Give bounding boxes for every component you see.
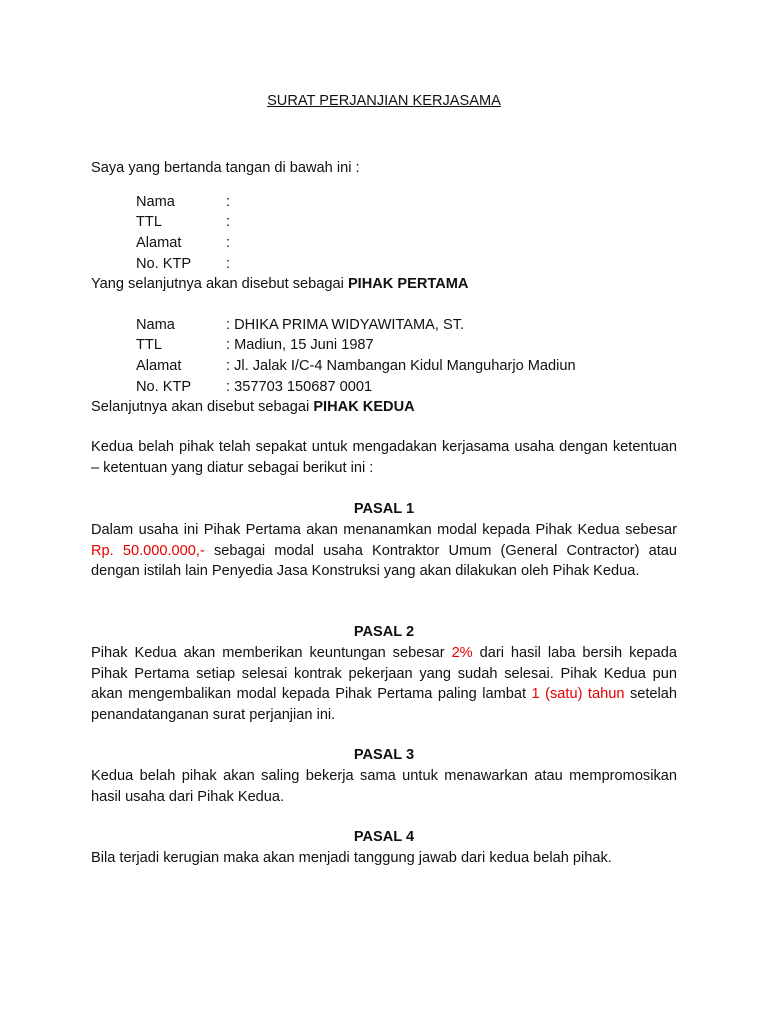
pasal-2-paragraph bbox=[91, 643, 677, 725]
pasal-2-heading: PASAL 2 bbox=[353, 624, 415, 640]
caption-text: Selanjutnya akan disebut sebagai bbox=[91, 399, 310, 415]
pasal-3-heading: PASAL 3 bbox=[353, 747, 415, 763]
field-value: : bbox=[226, 214, 231, 230]
pihak-pertama-caption bbox=[91, 274, 468, 294]
caption-party-name: PIHAK PERTAMA bbox=[347, 276, 469, 292]
field-label: Nama bbox=[136, 194, 175, 210]
pasal-1-amount: Rp. 50.000.000,- bbox=[91, 542, 205, 559]
pasal-1-heading: PASAL 1 bbox=[353, 501, 415, 517]
pihak-kedua-ktp-row bbox=[136, 377, 372, 397]
field-value: : bbox=[226, 256, 231, 272]
pasal-2-text-c: setelah penandatanganan surat perjanjian ini. bbox=[91, 686, 677, 723]
pasal-4-heading: PASAL 4 bbox=[353, 829, 415, 845]
caption-text: Yang selanjutnya akan disebut sebagai bbox=[91, 276, 344, 292]
pihak-kedua-caption bbox=[91, 397, 415, 417]
pasal-1-text-a: Dalam usaha ini Pihak Pertama akan menanamkan modal kepada Pihak Kedua sebesar bbox=[91, 522, 677, 538]
field-value: : Madiun, 15 Juni 1987 bbox=[226, 337, 374, 353]
field-value: : bbox=[226, 235, 231, 251]
pihak-pertama-ktp-row bbox=[136, 254, 230, 274]
field-label: Alamat bbox=[136, 235, 182, 251]
field-label: Nama bbox=[136, 317, 175, 333]
field-value: : Jl. Jalak I/C-4 Nambangan Kidul Manguharjo Madiun bbox=[226, 358, 576, 374]
pasal-1-paragraph bbox=[91, 520, 677, 582]
pihak-kedua-nama-row bbox=[136, 315, 464, 335]
pasal-2-text-a: Pihak Kedua akan memberikan keuntungan sebesar bbox=[91, 645, 445, 661]
pasal-2-period: 1 (satu) tahun bbox=[531, 686, 625, 703]
pihak-pertama-alamat-row bbox=[136, 233, 230, 253]
document-title: SURAT PERJANJIAN KERJASAMA bbox=[267, 93, 501, 109]
pasal-1-text-b: sebagai modal usaha Kontraktor Umum (General Contractor) atau dengan istilah lain Penyedia Jasa Konstruksi yang akan dilakukan oleh Pihak Kedua. bbox=[91, 542, 677, 580]
pasal-3-paragraph: Kedua belah pihak akan saling bekerja sama untuk menawarkan atau mempromosikan hasil usaha dari Pihak Kedua. bbox=[91, 768, 677, 805]
field-label: Alamat bbox=[136, 358, 182, 374]
pihak-kedua-ttl-row bbox=[136, 335, 374, 355]
pihak-pertama-ttl-row bbox=[136, 212, 230, 232]
field-label: No. KTP bbox=[136, 256, 192, 272]
caption-party-name: PIHAK KEDUA bbox=[313, 399, 415, 415]
field-label: TTL bbox=[136, 337, 162, 353]
intro-line: Saya yang bertanda tangan di bawah ini : bbox=[91, 160, 360, 176]
pasal-4-paragraph: Bila terjadi kerugian maka akan menjadi tanggung jawab dari kedua belah pihak. bbox=[91, 850, 612, 866]
field-label: TTL bbox=[136, 214, 162, 230]
agreement-paragraph: Kedua belah pihak telah sepakat untuk mengadakan kerjasama usaha dengan ketentuan – ketentuan yang diatur sebagai berikut ini : bbox=[91, 439, 677, 476]
field-label: No. KTP bbox=[136, 379, 192, 395]
pasal-2-text-b: dari hasil laba bersih kepada Pihak Pertama setiap selesai kontrak pekerjaan yang sudah selesai. Pihak Kedua pun akan mengembalikan modal kepada Pihak Pertama paling lambat bbox=[91, 645, 677, 703]
pihak-pertama-nama-row bbox=[136, 192, 230, 212]
field-value: : DHIKA PRIMA WIDYAWITAMA, ST. bbox=[226, 317, 465, 333]
field-value: : 357703 150687 0001 bbox=[226, 379, 373, 395]
pihak-kedua-alamat-row bbox=[136, 356, 576, 376]
field-value: : bbox=[226, 194, 231, 210]
pasal-2-percent: 2% bbox=[451, 645, 473, 661]
